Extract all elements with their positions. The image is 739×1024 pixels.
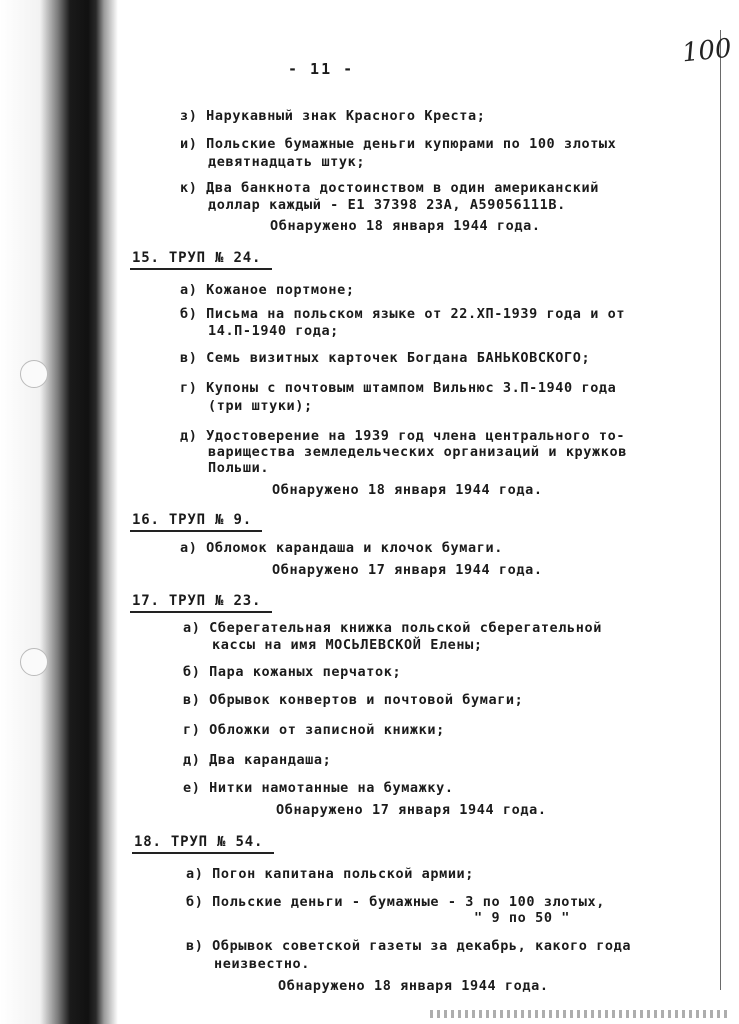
page-number: - 11 -	[288, 60, 355, 78]
item-line: б) Польские деньги - бумажные - 3 по 100 злотых,	[186, 894, 605, 910]
item-line: " 9 по 50 "	[474, 910, 571, 926]
punch-hole	[20, 648, 48, 676]
item-line: доллар каждый - Е1 37398 23А, А59056111В.	[208, 197, 566, 213]
found-date: Обнаружено 17 января 1944 года.	[272, 562, 543, 578]
heading-underline	[130, 530, 262, 532]
item-line: (три штуки);	[208, 398, 313, 414]
heading-underline	[132, 852, 274, 854]
item-line: девятнадцать штук;	[208, 154, 366, 170]
scan-artifact	[430, 1010, 730, 1018]
item-line: к) Два банкнота достоинством в один американский	[180, 180, 599, 196]
margin-rule	[720, 30, 721, 990]
item-line: кассы на имя МОСЬЛЕВСКОЙ Елены;	[212, 637, 483, 653]
item-line: е) Нитки намотанные на бумажку.	[183, 780, 454, 796]
section-heading: 18. ТРУП № 54.	[134, 834, 264, 850]
handwritten-page-number: 100	[680, 33, 734, 69]
item-line: в) Обрывок конвертов и почтовой бумаги;	[183, 692, 524, 708]
item-line: 14.П-1940 года;	[208, 323, 339, 339]
punch-hole	[20, 360, 48, 388]
item-line: д) Удостоверение на 1939 год члена центрального то-	[180, 428, 626, 444]
section-heading: 15. ТРУП № 24.	[132, 250, 262, 266]
found-date: Обнаружено 18 января 1944 года.	[278, 978, 549, 994]
item-line: неизвестно.	[214, 956, 311, 972]
found-date: Обнаружено 18 января 1944 года.	[270, 218, 541, 234]
item-line: варищества земледельческих организаций и кружков	[208, 444, 627, 460]
item-line: г) Купоны с почтовым штампом Вильнюс 3.П-1940 года	[180, 380, 617, 396]
item-line: в) Семь визитных карточек Богдана БАНЬКОВСКОГО;	[180, 350, 591, 366]
item-line: а) Кожаное портмоне;	[180, 282, 355, 298]
item-line: в) Обрывок советской газеты за декабрь, какого года	[186, 938, 632, 954]
item-line: б) Пара кожаных перчаток;	[183, 664, 402, 680]
item-line: Польши.	[208, 460, 270, 476]
found-date: Обнаружено 17 января 1944 года.	[276, 802, 547, 818]
item-line: а) Погон капитана польской армии;	[186, 866, 475, 882]
scan-binding-shadow	[0, 0, 118, 1024]
section-heading: 16. ТРУП № 9.	[132, 512, 252, 528]
item-line: а) Сберегательная книжка польской сберегательной	[183, 620, 602, 636]
heading-underline	[130, 268, 272, 270]
item-line: и) Польские бумажные деньги купюрами по 100 злотых	[180, 136, 617, 152]
item-line: г) Обложки от записной книжки;	[183, 722, 445, 738]
item-line: а) Обломок карандаша и клочок бумаги.	[180, 540, 503, 556]
item-line: д) Два карандаша;	[183, 752, 332, 768]
found-date: Обнаружено 18 января 1944 года.	[272, 482, 543, 498]
heading-underline	[130, 611, 272, 613]
item-line: з) Нарукавный знак Красного Креста;	[180, 108, 486, 124]
section-heading: 17. ТРУП № 23.	[132, 593, 262, 609]
item-line: б) Письма на польском языке от 22.ХП-1939 года и от	[180, 306, 626, 322]
